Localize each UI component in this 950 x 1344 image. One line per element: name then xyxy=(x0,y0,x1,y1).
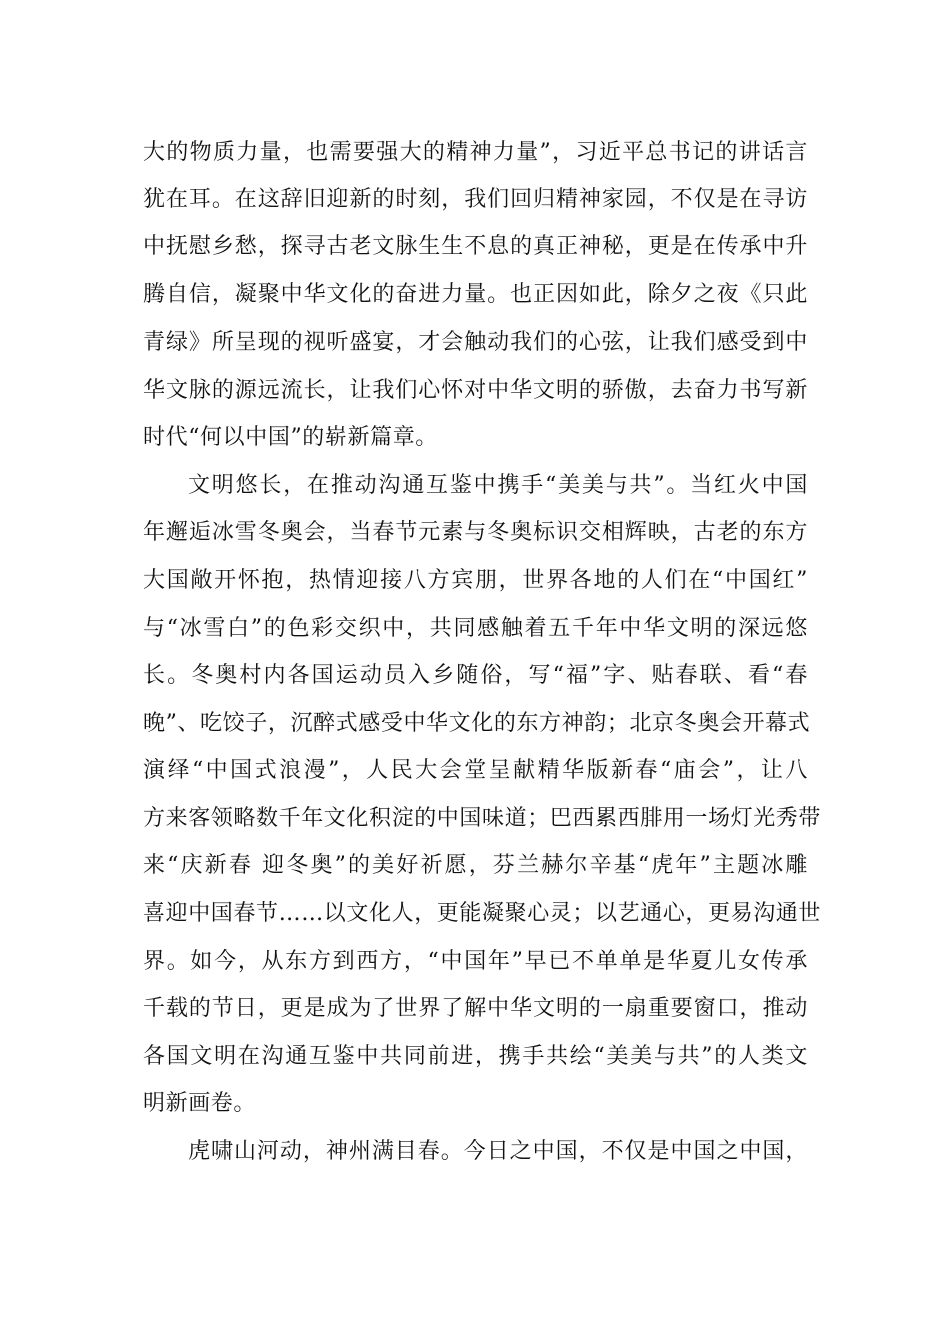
text-line: 来“庆新春 迎冬奥”的美好祈愿，芬兰赫尔辛基“虎年”主题冰雕 xyxy=(143,853,808,878)
text-line: 长。冬奥村内各国运动员入乡随俗，写“福”字、贴春联、看“春 xyxy=(143,663,808,688)
text-line: 中抚慰乡愁，探寻古老文脉生生不息的真正神秘，更是在传承中升 xyxy=(143,234,808,259)
text-line: 方来客领略数千年文化积淀的中国味道；巴西累西腓用一场灯光秀带 xyxy=(143,806,822,831)
text-line: 犹在耳。在这辞旧迎新的时刻，我们回归精神家园，不仅是在寻访 xyxy=(143,187,808,212)
paragraph-first-line: 虎啸山河动，神州满目春。今日之中国，不仅是中国之中国， xyxy=(188,1139,808,1164)
text-line: 晚”、吃饺子，沉醉式感受中华文化的东方神韵；北京冬奥会开幕式 xyxy=(143,711,811,736)
text-line: 大国敞开怀抱，热情迎接八方宾朋，世界各地的人们在“中国红” xyxy=(143,568,808,593)
text-line: 华文脉的源远流长，让我们心怀对中华文明的骄傲，去奋力书写新 xyxy=(143,378,808,403)
text-line: 腾自信，凝聚中华文化的奋进力量。也正因如此，除夕之夜《只此 xyxy=(143,282,808,307)
text-line: 各国文明在沟通互鉴中共同前进，携手共绘“美美与共”的人类文 xyxy=(143,1044,808,1069)
text-line: 与“冰雪白”的色彩交织中，共同感触着五千年中华文明的深远悠 xyxy=(143,616,808,641)
text-line: 时代“何以中国”的崭新篇章。 xyxy=(143,425,438,450)
paragraph-first-line: 文明悠长，在推动沟通互鉴中携手“美美与共”。当红火中国 xyxy=(188,473,808,498)
text-line: 年邂逅冰雪冬奥会，当春节元素与冬奥标识交相辉映，古老的东方 xyxy=(143,520,808,545)
text-line: 明新画卷。 xyxy=(143,1091,257,1116)
text-line: 千载的节日，更是成为了世界了解中华文明的一扇重要窗口，推动 xyxy=(143,996,808,1021)
text-line: 喜迎中国春节……以文化人，更能凝聚心灵；以艺通心，更易沟通世 xyxy=(143,901,822,926)
text-line: 界。如今，从东方到西方，“中国年”早已不单单是华夏儿女传承 xyxy=(143,949,808,974)
text-line: 大的物质力量，也需要强大的精神力量”，习近平总书记的讲话言 xyxy=(143,140,808,165)
text-line: 青绿》所呈现的视听盛宴，才会触动我们的心弦，让我们感受到中 xyxy=(143,330,808,355)
text-line: 演绎“中国式浪漫”，人民大会堂呈献精华版新春“庙会”，让八 xyxy=(143,758,808,783)
